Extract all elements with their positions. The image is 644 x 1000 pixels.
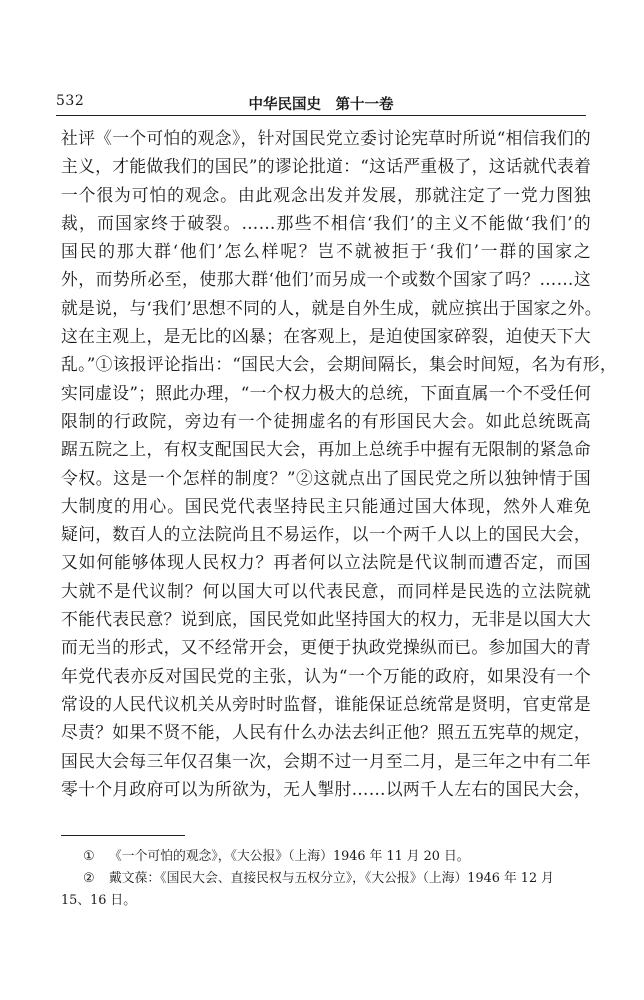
text-line: 国民的那大群‘他们’怎么样呢？岂不就被拒于‘我们’一群的国家之: [61, 241, 591, 262]
running-head: 中华民国史 第十一卷: [248, 96, 394, 113]
text-line: 尽责？如果不贤不能，人民有什么办法去纠正他？照五五宪草的规定，: [61, 722, 591, 743]
text-line: 社评《一个可怕的观念》，针对国民党立委讨论宪草时所说“相信我们的: [61, 128, 592, 148]
text-line: 常设的人民代议机关从旁时时监督，谁能保证总统常是贤明，官吏常是: [61, 693, 591, 714]
footnote-text: 戴文葆：《国民大会、直接民权与五权分立》，《大公报》（上海）1946 年 12 月: [109, 871, 554, 886]
footnote-text: 《一个可怕的观念》，《大公报》（上海）1946 年 11 月 20 日。: [109, 849, 470, 864]
page-number: 532: [56, 93, 85, 109]
text-line: 零十个月政府可以为所欲为，无人掣肘……以两千人左右的国民大会，: [61, 778, 591, 799]
text-line: 而无当的形式，又不经常开会，更便于执政党操纵而已。参加国大的青: [61, 637, 591, 658]
text-line: 踞五院之上，有权支配国民大会，再加上总统手中握有无限制的紧急命: [61, 439, 591, 460]
text-line: 不能代表民意？说到底，国民党如此坚持国大的权力，无非是以国大大: [61, 609, 591, 630]
text-line: 大制度的用心。国民党代表坚持民主只能通过国大体现，然外人难免: [61, 495, 591, 516]
footnote-1: [61, 846, 591, 868]
text-line: 实同虚设”；照此办理，“一个权力极大的总统，下面直属一个不受任何: [61, 382, 592, 403]
text-line: 疑问，数百人的立法院尚且不易运作，以一个两千人以上的国民大会，: [61, 524, 591, 545]
footnote-divider: [61, 835, 185, 836]
text-line: 乱。”①该报评论指出：“国民大会，会期间隔长，集会时间短，名为有形，: [61, 354, 617, 375]
text-line: 外，而势所必至，使那大群‘他们’而另成一个或数个国家了吗？……这: [61, 269, 591, 290]
footnote-2: [61, 868, 591, 890]
text-line: 限制的行政院，旁边有一个徒拥虚名的有形国民大会。如此总统既高: [61, 410, 591, 431]
text-line: 就是说，与‘我们’思想不同的人，就是自外生成，就应摈出于国家之外。: [61, 297, 602, 318]
footnote-mark: ①: [83, 849, 95, 864]
footnote-mark: ②: [83, 871, 95, 886]
text-line: 一个很为可怕的观念。由此观念出发并发展，那就注定了一党力图独: [61, 184, 591, 205]
text-line: 主义，才能做我们的国民”的谬论批道：“这话严重极了，这话就代表着: [61, 156, 592, 177]
text-line: 裁，而国家终于破裂。……那些不相信‘我们’的主义不能做‘我们’的: [61, 212, 591, 233]
main-text: [61, 124, 617, 803]
text-line: 大就不是代议制？何以国大可以代表民意，而同样是民选的立法院就: [61, 580, 591, 601]
text-line: 令权。这是一个怎样的制度？”②这就点出了国民党之所以独钟情于国: [61, 467, 591, 488]
text-line: 又如何能够体现人民权力？再者何以立法院是代议制而遭否定，而国: [61, 552, 591, 573]
text-line: 年党代表亦反对国民党的主张，认为“一个万能的政府，如果没有一个: [61, 665, 591, 686]
text-line: 这在主观上，是无比的凶暴；在客观上，是迫使国家碎裂，迫使天下大: [61, 326, 591, 347]
page-header: [56, 91, 586, 116]
footnote-2-continuation: 15、16 日。: [61, 893, 137, 908]
footnotes: [61, 846, 591, 912]
text-line: 国民大会每三年仅召集一次，会期不过一月至二月，是三年之中有二年: [61, 750, 591, 771]
